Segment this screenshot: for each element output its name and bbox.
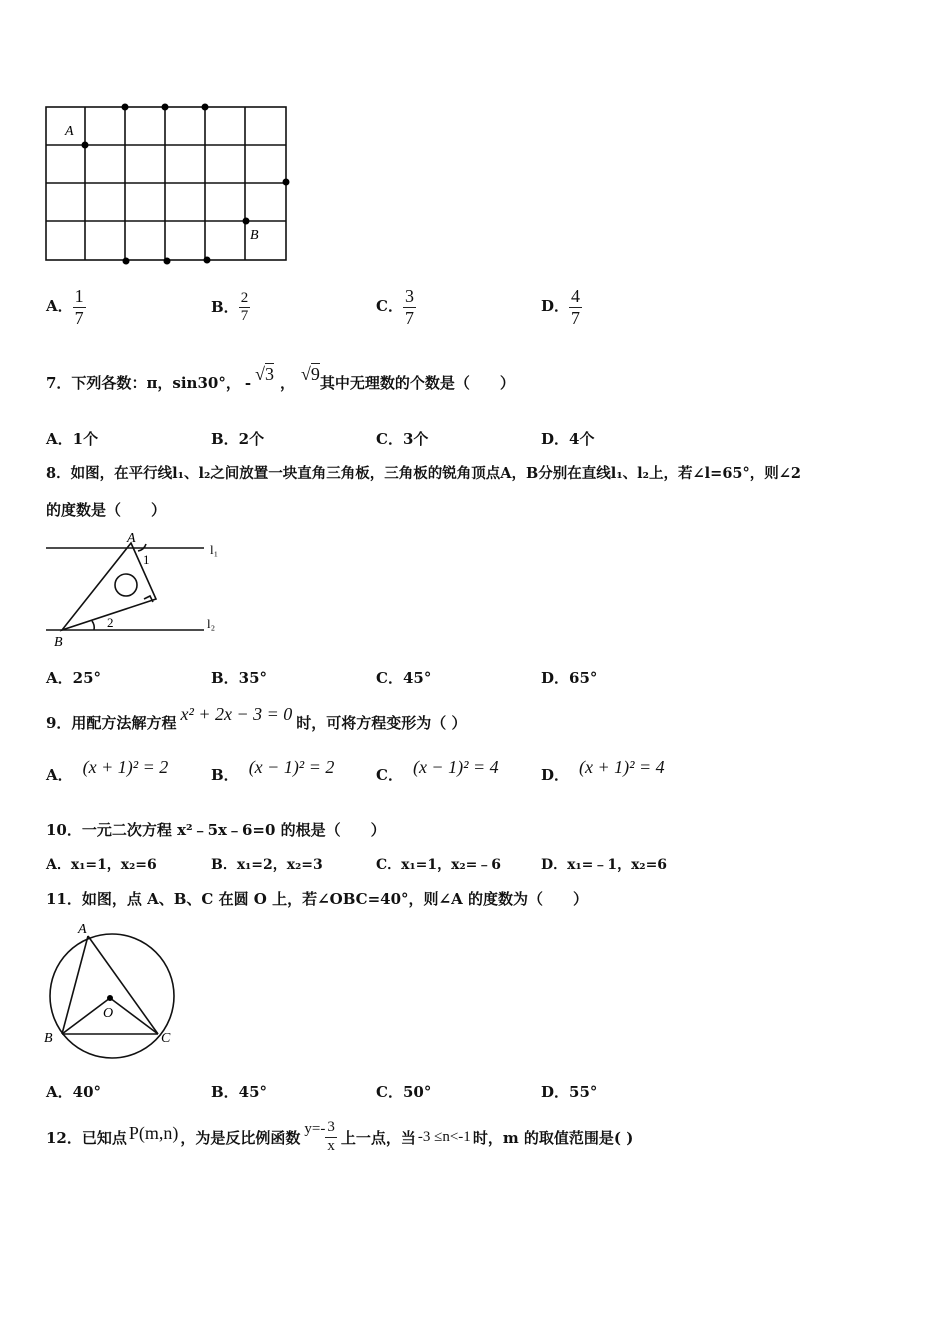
- grid-point: [162, 104, 169, 111]
- grid-point: [123, 258, 130, 265]
- q9-option-a[interactable]: A． (x + 1)² = 2: [46, 757, 169, 784]
- q11-stem: 11．如图，点 A、B、C 在圆 O 上，若∠OBC=40°，则∠A 的度数为（ ）: [46, 890, 588, 908]
- q12-stem: 12．已知点 P(m,n) ，为是反比例函数 y=- $\frac{3}{x}$ 上一点，当 -3 ≤n<-1 时，m 的取值范围是( ): [46, 1119, 634, 1154]
- q11-option-c[interactable]: C．50°: [376, 1083, 432, 1101]
- grid-point: [164, 258, 171, 265]
- grid-point: [202, 104, 209, 111]
- center-point: [107, 995, 113, 1001]
- q9-equation: x² + 2x − 3 = 0: [180, 704, 293, 724]
- q12-point: P(m,n): [128, 1122, 179, 1143]
- q11-option-b[interactable]: B．45°: [211, 1083, 268, 1101]
- grid-point: [243, 218, 250, 225]
- q8-option-c[interactable]: C．45°: [376, 669, 432, 687]
- fig8-label-l2: l₂: [207, 616, 216, 631]
- q6-option-c[interactable]: C． $\frac{3}{7}$: [376, 286, 414, 328]
- q6-option-b[interactable]: B． $\frac{2}{7}$: [211, 290, 249, 325]
- fig11-label-c: C: [161, 1031, 171, 1046]
- q7-option-d[interactable]: D．4个: [541, 430, 595, 448]
- fig11-label-b: B: [44, 1031, 53, 1046]
- set-square-hole: [115, 574, 137, 596]
- q8-option-a[interactable]: A．25°: [46, 669, 102, 687]
- grid-label-b: B: [250, 228, 259, 243]
- grid-figure: [40, 100, 300, 270]
- grid-point: [122, 104, 129, 111]
- q9-stem: 9．用配方法解方程 x² + 2x − 3 = 0 时，可将方程变形为（ ）: [46, 704, 467, 732]
- q9-option-b[interactable]: B． (x − 1)² = 2: [211, 757, 335, 784]
- q7-option-a[interactable]: A．1个: [46, 430, 99, 448]
- q12-fraction: $\frac{3}{x}$: [327, 1119, 335, 1154]
- fig8-label-a: A: [127, 531, 136, 546]
- q10-option-d[interactable]: D．x₁=﹣1，x₂=6: [541, 857, 668, 873]
- q8-option-b[interactable]: B．35°: [211, 669, 268, 687]
- q10-option-b[interactable]: B．x₁=2，x₂=3: [211, 857, 323, 873]
- q7-option-b[interactable]: B．2个: [211, 430, 265, 448]
- grid-label-a: A: [65, 124, 74, 139]
- q8-stem-line1: 8．如图，在平行线l₁、l₂之间放置一块直角三角板，三角板的锐角顶点A，B分别在直线l₁、l₂上，若∠l=65°，则∠2: [46, 465, 802, 482]
- q7-option-c[interactable]: C．3个: [376, 430, 429, 448]
- q9-option-d[interactable]: D． (x + 1)² = 4: [541, 757, 665, 784]
- grid-point: [204, 257, 211, 264]
- fig8-label-2: 2: [107, 615, 114, 630]
- grid-point: [283, 179, 290, 186]
- q8-option-d[interactable]: D．65°: [541, 669, 598, 687]
- triangle-figure: [44, 530, 229, 652]
- fig8-label-b: B: [54, 635, 63, 650]
- q10-option-a[interactable]: A．x₁=1，x₂=6: [46, 857, 157, 873]
- angle-2-arc: [92, 621, 94, 630]
- q10-stem: 10．一元二次方程 x²﹣5x﹣6=0 的根是（ ）: [46, 821, 386, 839]
- sqrt3: √3: [255, 364, 274, 384]
- q6-option-a[interactable]: A． $\frac{1}{7}$: [46, 286, 84, 328]
- q7-stem: 7．下列各数：π，sin30°， - √3 ， √9其中无理数的个数是（ ）: [46, 364, 515, 392]
- fig11-label-o: O: [103, 1006, 114, 1021]
- q11-option-a[interactable]: A．40°: [46, 1083, 102, 1101]
- sqrt9: √9: [300, 364, 320, 384]
- fig8-label-1: 1: [143, 552, 150, 567]
- q11-option-d[interactable]: D．55°: [541, 1083, 598, 1101]
- fig8-label-l1: l₁: [210, 542, 219, 557]
- q10-option-c[interactable]: C．x₁=1，x₂=﹣6: [376, 857, 502, 873]
- q6-option-d[interactable]: D． $\frac{4}{7}$: [541, 286, 581, 328]
- q8-stem-line2: 的度数是（ ）: [46, 501, 167, 519]
- q9-option-c[interactable]: C． (x − 1)² = 4: [376, 757, 499, 784]
- circle-figure: [40, 918, 185, 1063]
- fig11-label-a: A: [78, 922, 87, 937]
- grid-point: [82, 142, 89, 149]
